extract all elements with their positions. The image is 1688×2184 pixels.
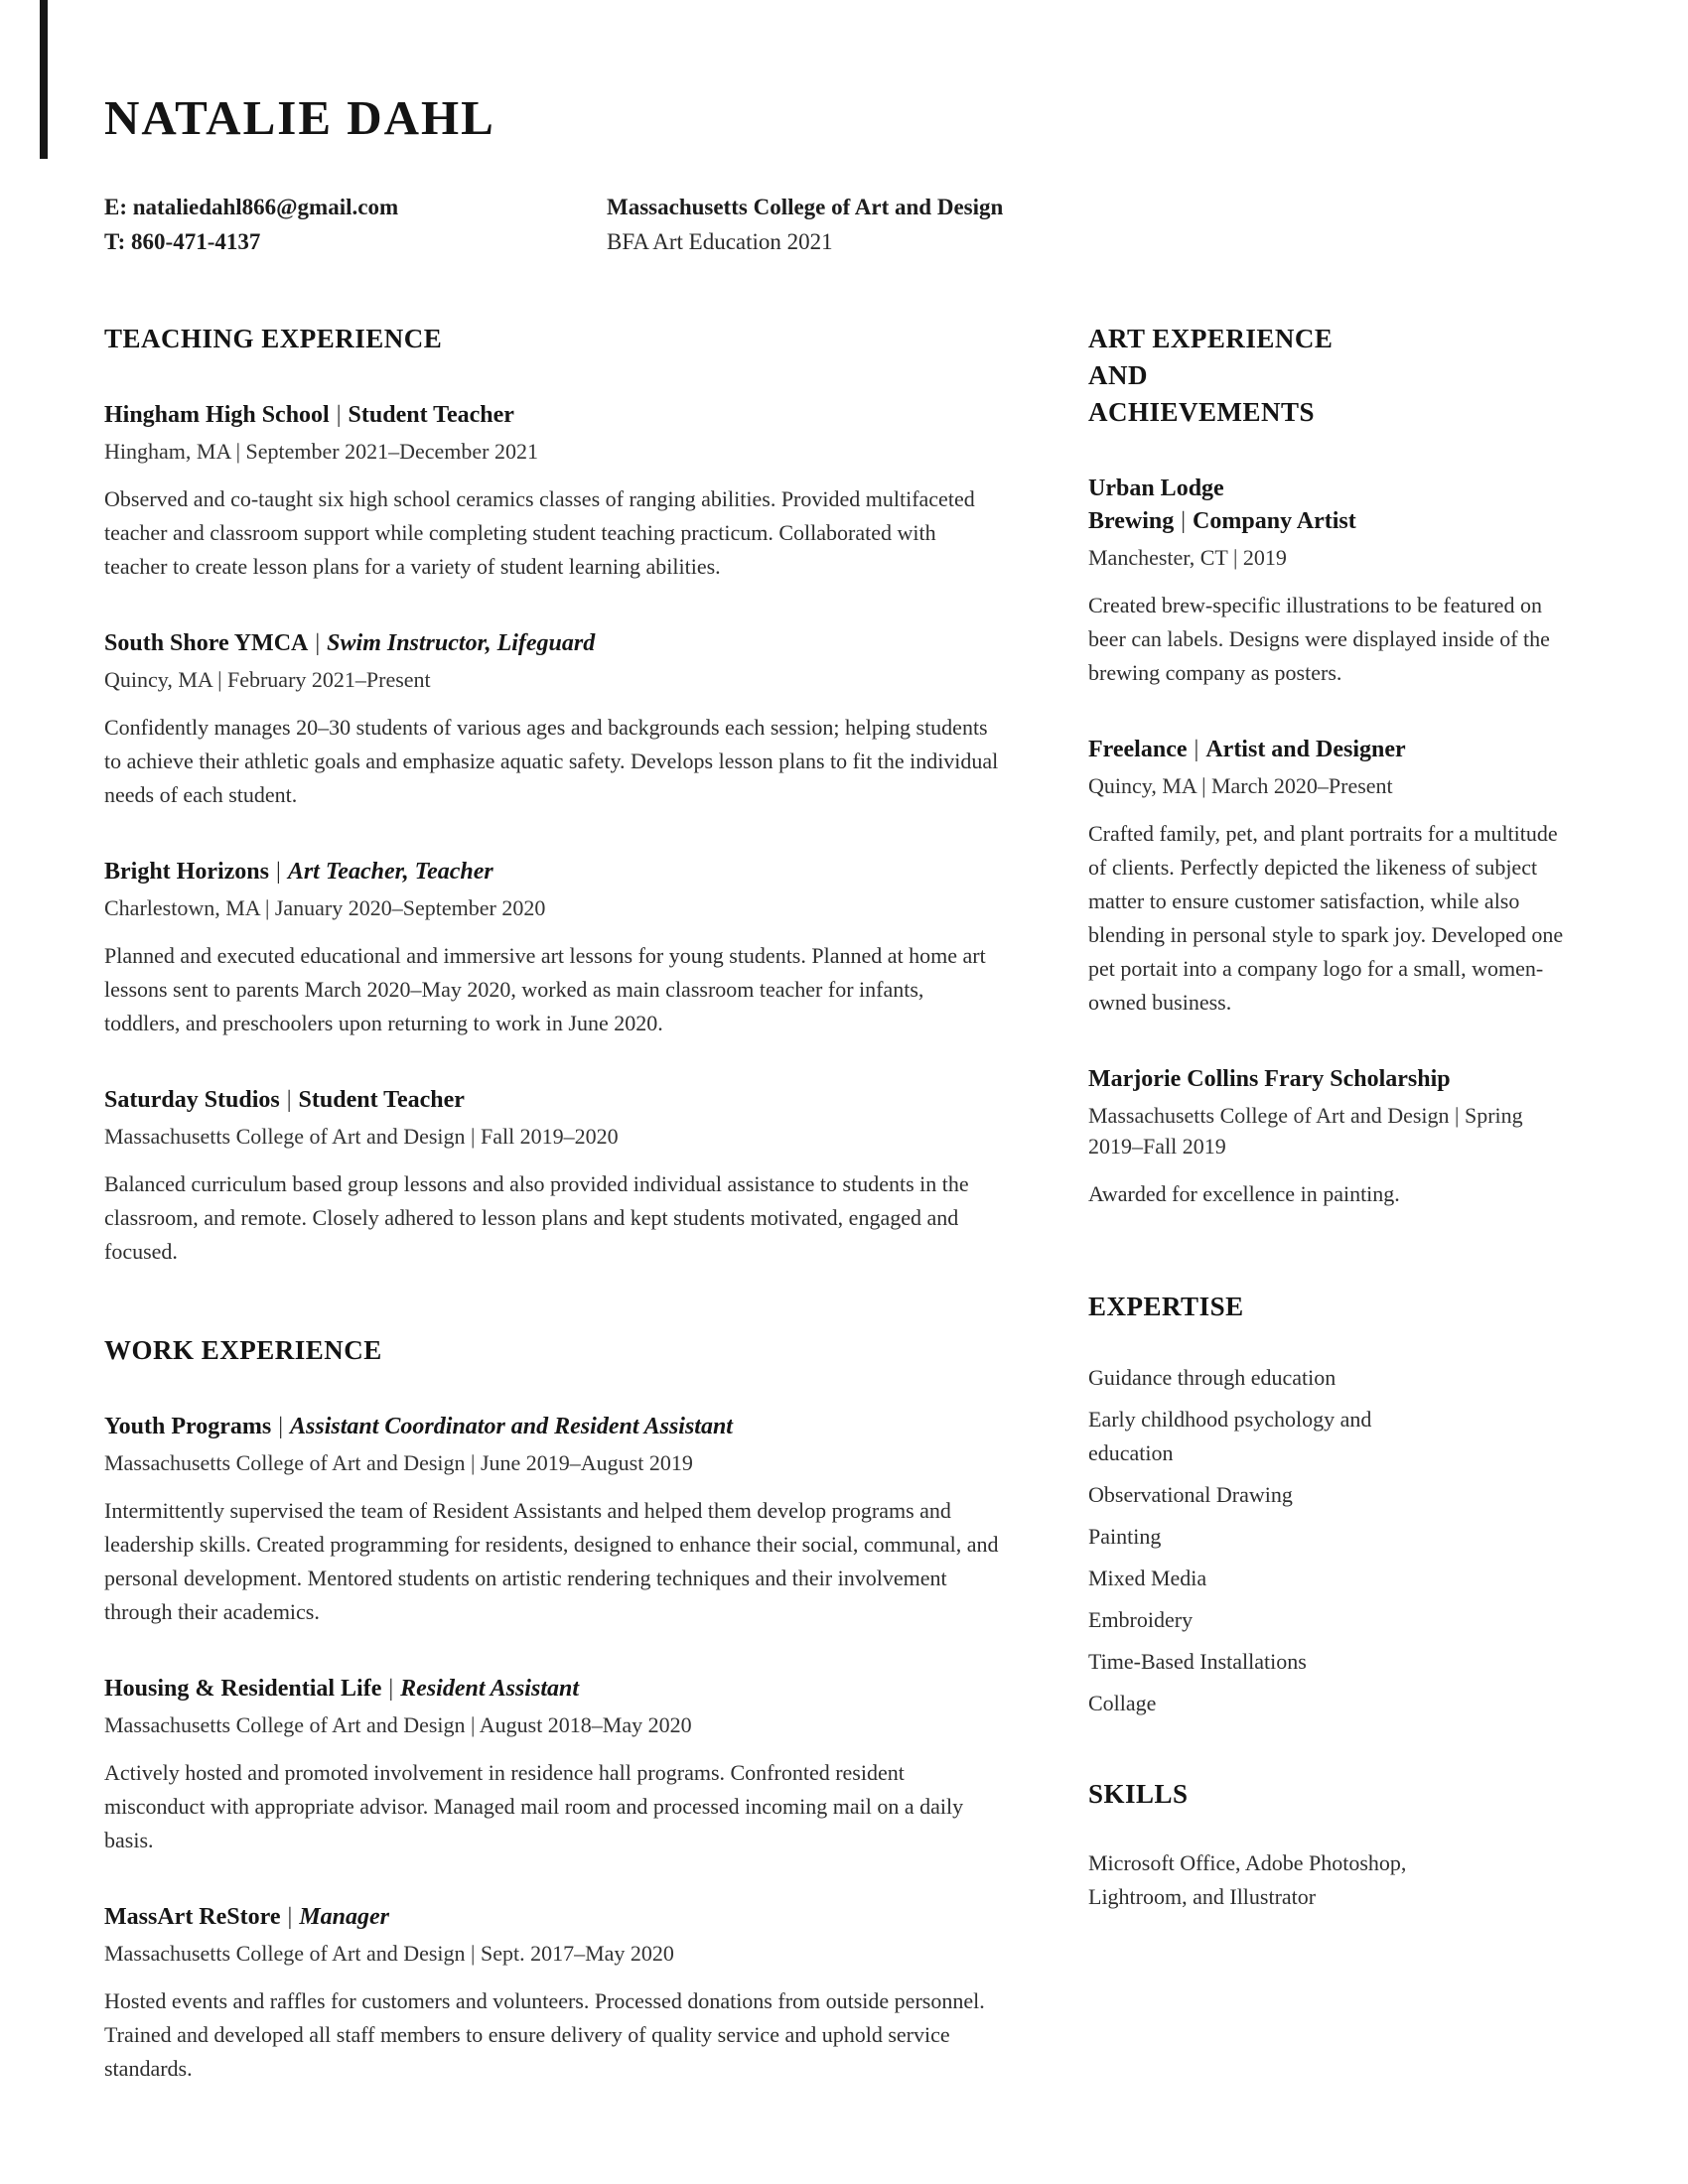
entry-description: Crafted family, pet, and plant portraits for a multitude of clients. Perfectly depicted the likeness of subject matter to ensure customer satisfaction, while also blending in personal style to spark joy. Developed one pet portait into a company logo for a small, women-owned business. — [1088, 821, 1564, 1015]
entry-heading — [1088, 473, 1396, 538]
school-text: Massachusetts College of Art and Design — [607, 195, 1004, 219]
skills-text: Microsoft Office, Adobe Photoshop, Lightroom, and Illustrator — [1088, 1850, 1407, 1909]
entry-heading — [1088, 734, 1567, 766]
entry-meta: Manchester, CT | 2019 — [1088, 545, 1287, 570]
entry-description: Confidently manages 20–30 students of various ages and backgrounds each session; helping students to achieve their athletic goals and emphasize aquatic safety. Develops lesson plans to fit the individual needs of each student. — [104, 715, 999, 807]
entry-heading — [104, 1901, 1003, 1934]
two-column-body — [104, 321, 1601, 2086]
name-heading: NATALIE DAHL — [104, 90, 495, 145]
role-title: Manager — [299, 1904, 390, 1930]
role-title: Artist and Designer — [1205, 737, 1406, 762]
email-text: E: nataliedahl866@gmail.com — [104, 195, 399, 219]
org-name: Freelance — [1088, 737, 1188, 762]
entry-heading — [104, 856, 1003, 888]
pipe-separator: | — [287, 1904, 293, 1930]
entry-meta: Quincy, MA | February 2021–Present — [104, 667, 431, 692]
entry-description: Actively hosted and promoted involvement in residence hall programs. Confronted resident misconduct with appropriate advisor. Managed mail room and processed incoming mail on a daily basis. — [104, 1760, 964, 1852]
org-name: Youth Programs — [104, 1414, 272, 1439]
pipe-separator: | — [286, 1087, 292, 1113]
entry-meta: Massachusetts College of Art and Design | Fall 2019–2020 — [104, 1124, 619, 1149]
org-name: Marjorie Collins Frary Scholarship — [1088, 1066, 1451, 1092]
contact-info — [104, 190, 607, 259]
pipe-separator: | — [315, 630, 321, 656]
left-edge-accent-bar — [40, 0, 48, 159]
left-column — [104, 321, 1003, 2086]
degree-text: BFA Art Education 2021 — [607, 229, 833, 254]
work-section-title: WORK EXPERIENCE — [104, 1335, 382, 1365]
role-title: Resident Assistant — [400, 1676, 579, 1702]
role-title: Student Teacher — [298, 1087, 465, 1113]
entry-description: Balanced curriculum based group lessons and also provided individual assistance to students in the classroom, and remote. Closely adhered to lesson plans and kept students motivated, engaged and focused. — [104, 1171, 969, 1264]
org-name: Saturday Studios — [104, 1087, 280, 1113]
expertise-item: Embroidery — [1088, 1607, 1194, 1632]
expertise-item: Painting — [1088, 1524, 1162, 1549]
entry-heading — [1088, 1063, 1567, 1096]
teaching-experience-section — [104, 321, 1003, 1269]
entry-meta: Massachusetts College of Art and Design | August 2018–May 2020 — [104, 1712, 692, 1737]
entry-meta: Quincy, MA | March 2020–Present — [1088, 773, 1393, 798]
entry-heading — [104, 399, 1003, 432]
expertise-item: Mixed Media — [1088, 1566, 1207, 1590]
expertise-list — [1088, 1361, 1398, 1720]
entry-meta: Hingham, MA | September 2021–December 2021 — [104, 439, 538, 464]
experience-entry — [104, 399, 1003, 584]
education-info — [607, 190, 1003, 259]
entry-meta: Massachusetts College of Art and Design | Spring 2019–Fall 2019 — [1088, 1103, 1523, 1159]
entry-description: Observed and co-taught six high school ceramics classes of ranging abilities. Provided multifaceted teacher and classroom support while completing student teaching practicum. Collaborated with teacher to create lesson plans for a variety of student learning abilities. — [104, 486, 975, 579]
pipe-separator: | — [276, 859, 281, 885]
experience-entry — [104, 1901, 1003, 2086]
experience-entry — [104, 1673, 1003, 1857]
phone-text: T: 860-471-4137 — [104, 229, 261, 254]
experience-entry — [1088, 473, 1567, 690]
org-name: Hingham High School — [104, 402, 330, 428]
role-title: Student Teacher — [348, 402, 514, 428]
expertise-item: Early childhood psychology and education — [1088, 1407, 1372, 1465]
skills-section — [1088, 1776, 1567, 1914]
experience-entry — [1088, 734, 1567, 1020]
org-name: Urban Lodge Brewing — [1088, 476, 1224, 534]
pipe-separator: | — [336, 402, 342, 428]
role-title: Art Teacher, Teacher — [287, 859, 493, 885]
role-title: Swim Instructor, Lifeguard — [327, 630, 596, 656]
entry-heading — [104, 1673, 1003, 1706]
header-info-row — [104, 190, 1601, 259]
entry-heading — [104, 1084, 1003, 1117]
role-title: Company Artist — [1193, 508, 1356, 534]
entry-description: Hosted events and raffles for customers and volunteers. Processed donations from outside personnel. Trained and developed all staff members to ensure delivery of quality service and uphold service standards. — [104, 1988, 985, 2081]
entry-heading — [104, 627, 1003, 660]
art-experience-section — [1088, 321, 1567, 1211]
expertise-item: Collage — [1088, 1691, 1157, 1715]
org-name: Bright Horizons — [104, 859, 269, 885]
org-name: South Shore YMCA — [104, 630, 309, 656]
right-column — [1088, 321, 1567, 1914]
expertise-item: Time-Based Installations — [1088, 1649, 1307, 1674]
expertise-section-title: EXPERTISE — [1088, 1292, 1244, 1321]
scholarship-entry — [1088, 1063, 1567, 1211]
expertise-section — [1088, 1289, 1567, 1720]
art-section-title: ART EXPERIENCE AND ACHIEVEMENTS — [1088, 324, 1334, 427]
entry-heading — [104, 1411, 1003, 1443]
experience-entry — [104, 1084, 1003, 1269]
expertise-item: Guidance through education — [1088, 1365, 1336, 1390]
entry-description: Planned and executed educational and immersive art lessons for young students. Planned at home art lessons sent to parents March 2020–May 2020, worked as main classroom teacher for infants, toddlers, and preschoolers upon returning to work in June 2020. — [104, 943, 986, 1035]
pipe-separator: | — [1194, 737, 1199, 762]
resume-header — [104, 89, 1601, 259]
teaching-section-title: TEACHING EXPERIENCE — [104, 324, 443, 353]
work-experience-section — [104, 1332, 1003, 2086]
experience-entry — [104, 856, 1003, 1040]
entry-description: Intermittently supervised the team of Resident Assistants and helped them develop programs and leadership skills. Created programming for residents, designed to enhance their social, communal, and personal development. Mentored students on artistic rendering techniques and their involvement through their academics. — [104, 1498, 999, 1624]
experience-entry — [104, 627, 1003, 812]
org-name: Housing & Residential Life — [104, 1676, 382, 1702]
entry-meta: Charlestown, MA | January 2020–September 2020 — [104, 895, 546, 920]
entry-description: Awarded for excellence in painting. — [1088, 1181, 1400, 1206]
role-title: Assistant Coordinator and Resident Assistant — [290, 1414, 733, 1439]
experience-entry — [104, 1411, 1003, 1629]
entry-meta: Massachusetts College of Art and Design | Sept. 2017–May 2020 — [104, 1941, 674, 1966]
org-name: MassArt ReStore — [104, 1904, 281, 1930]
entry-description: Created brew-specific illustrations to be featured on beer can labels. Designs were displayed inside of the brewing company as posters. — [1088, 593, 1550, 685]
pipe-separator: | — [388, 1676, 394, 1702]
skills-section-title: SKILLS — [1088, 1779, 1189, 1809]
pipe-separator: | — [1181, 508, 1187, 534]
pipe-separator: | — [278, 1414, 284, 1439]
entry-meta: Massachusetts College of Art and Design | June 2019–August 2019 — [104, 1450, 693, 1475]
expertise-item: Observational Drawing — [1088, 1482, 1293, 1507]
